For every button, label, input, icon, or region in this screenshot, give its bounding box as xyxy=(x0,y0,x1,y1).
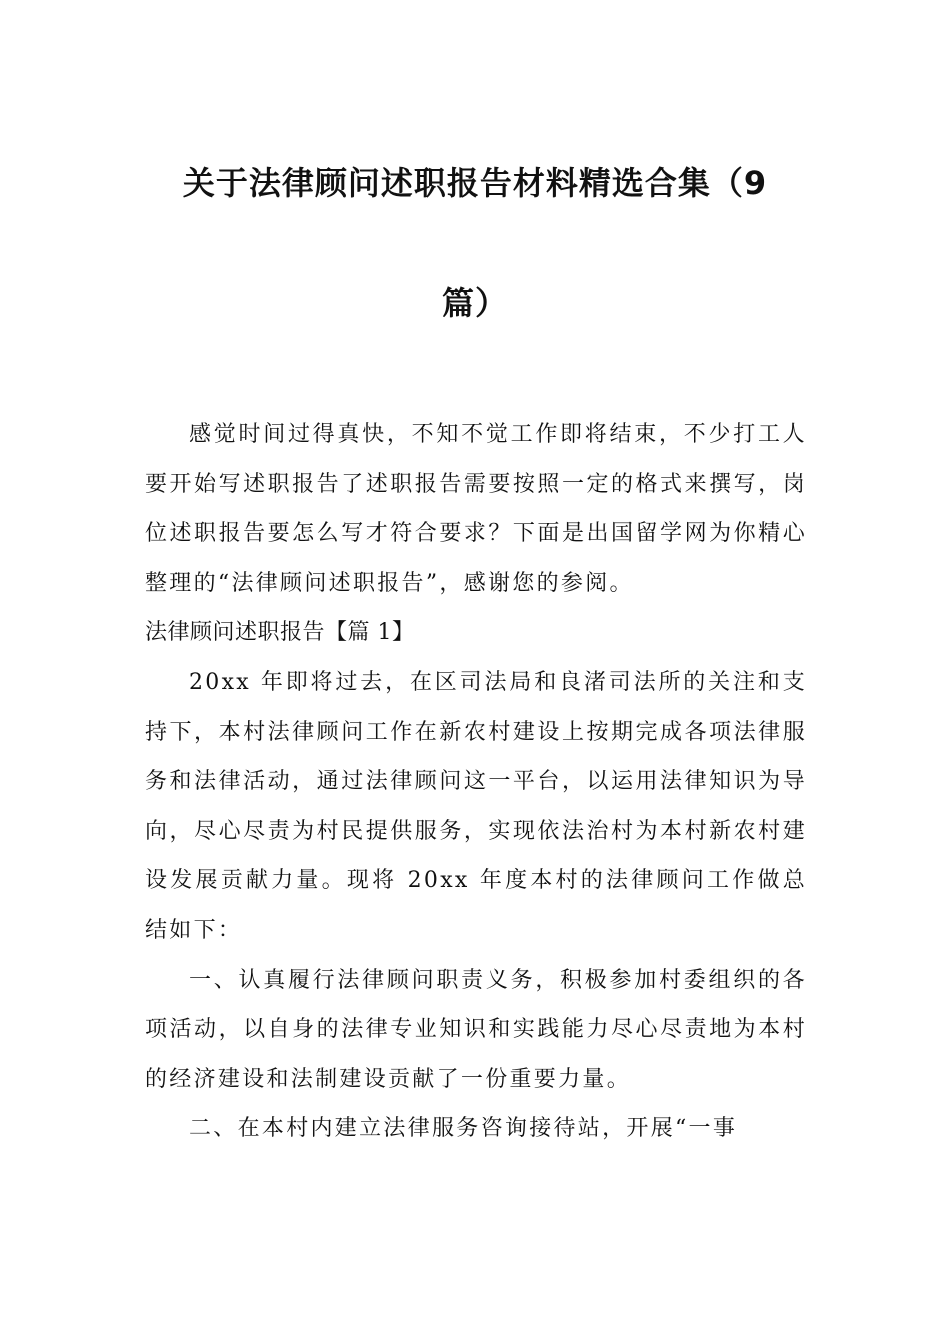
document-body xyxy=(145,410,807,1154)
body-paragraph: 20xx 年即将过去，在区司法局和良渚司法所的关注和支持下，本村法律顾问工作在新农村建设上按期完成各项法律服务和法律活动，通过法律顾问这一平台，以运用法律知识为导向，尽心尽责为村民提供服务，实现依法治村为本村新农村建设发展贡献力量。现将 20xx 年度本村的法律顾问工作做总结如下： xyxy=(145,669,807,943)
document-title-line-2: 篇） xyxy=(441,284,508,322)
intro-paragraph: 感觉时间过得真快，不知不觉工作即将结束，不少打工人要开始写述职报告了述职报告需要按照一定的格式来撰写，岗位述职报告要怎么写才符合要求？下面是出国留学网为你精心整理的“法律顾问述职报告”，感谢您的参阅。 xyxy=(145,422,807,596)
body-paragraph: 一、认真履行法律顾问职责义务，积极参加村委组织的各项活动，以自身的法律专业知识和实践能力尽心尽责地为本村的经济建设和法制建设贡献了一份重要力量。 xyxy=(145,967,807,1092)
section-heading: 法律顾问述职报告【篇 1】 xyxy=(145,620,415,646)
document-title-line-1: 关于法律顾问述职报告材料精选合集（9 xyxy=(182,164,768,202)
body-paragraph: 二、在本村内建立法律服务咨询接待站，开展“一事 xyxy=(189,1116,738,1142)
